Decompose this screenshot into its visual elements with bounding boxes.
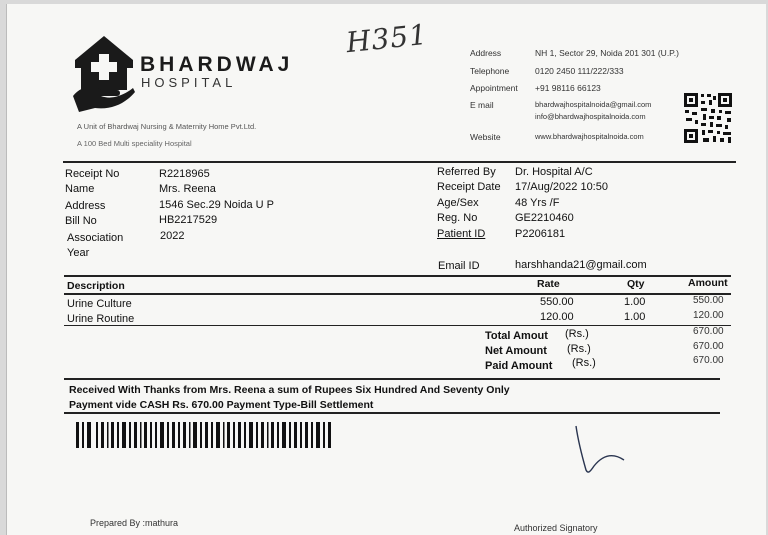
brand-sub: HOSPITAL — [141, 75, 237, 90]
age-sex-value: 48 Yrs /F — [515, 197, 560, 209]
total-label: Total Amout — [485, 330, 548, 342]
received-line-2: Payment vide CASH Rs. 670.00 Payment Type-Bill Settlement — [69, 399, 374, 411]
qr-code-icon — [683, 92, 733, 144]
row-2-amount: 120.00 — [693, 310, 724, 321]
appointment-label: Appointment — [470, 83, 518, 93]
bill-no-label: Bill No — [65, 215, 97, 227]
address-value: NH 1, Sector 29, Noida 201 301 (U.P.) — [535, 48, 679, 58]
age-sex-label: Age/Sex — [437, 197, 479, 209]
unit-line: A Unit of Bhardwaj Nursing & Maternity Home Pvt.Ltd. — [77, 122, 257, 131]
table-header-rule — [64, 293, 731, 295]
table-top-rule — [64, 275, 731, 277]
row-1-rate: 550.00 — [540, 296, 574, 308]
name-label: Name — [65, 183, 95, 195]
association-label: Association — [67, 232, 124, 244]
receipt-date-label: Receipt Date — [437, 181, 501, 193]
hospital-logo-icon — [71, 34, 137, 114]
patient-id-value: P2206181 — [515, 228, 566, 240]
reg-no-value: GE2210460 — [515, 212, 574, 224]
email-label: E mail — [470, 100, 494, 110]
net-value: 670.00 — [693, 341, 724, 352]
header-divider — [63, 161, 736, 163]
barcode-icon — [76, 422, 331, 448]
signature-mark — [572, 422, 632, 482]
paid-label: Paid Amount — [485, 360, 553, 372]
email-value-2: info@bhardwajhospitalnoida.com — [535, 112, 646, 121]
paid-currency: (Rs.) — [572, 357, 596, 369]
received-top-rule — [64, 378, 720, 380]
received-line-1: Received With Thanks from Mrs. Reena a sum of Rupees Six Hundred And Seventy Only — [69, 384, 510, 396]
appointment-value: +91 98116 66123 — [535, 83, 601, 93]
email-id-value: harshhanda21@gmail.com — [515, 259, 647, 271]
row-2-description: Urine Routine — [67, 313, 135, 325]
association-value: 2022 — [160, 230, 185, 242]
receipt-no-label: Receipt No — [65, 168, 120, 180]
row-1-qty: 1.00 — [624, 296, 646, 308]
row-1-amount: 550.00 — [693, 295, 724, 306]
email-id-label: Email ID — [438, 260, 480, 272]
table-bottom-rule — [64, 325, 731, 326]
website-label: Website — [470, 132, 501, 142]
email-value-1: bhardwajhospitalnoida@gmail.com — [535, 100, 652, 109]
receipt-date-value: 17/Aug/2022 10:50 — [515, 181, 608, 193]
total-value: 670.00 — [693, 326, 724, 337]
handwritten-code: H351 — [344, 17, 430, 60]
patient-address-label: Address — [65, 200, 106, 212]
website-value: www.bhardwajhospitalnoida.com — [535, 132, 644, 141]
total-currency: (Rs.) — [565, 328, 589, 340]
telephone-value: 0120 2450 111/222/333 — [535, 66, 624, 76]
col-qty: Qty — [627, 278, 645, 290]
received-bottom-rule — [64, 412, 720, 414]
address-label: Address — [470, 48, 502, 58]
prepared-by: Prepared By :mathura — [90, 518, 179, 528]
patient-address-value: 1546 Sec.29 Noida U P — [159, 199, 274, 211]
referred-by-label: Referred By — [437, 166, 496, 178]
brand-name: BHARDWAJ — [140, 53, 294, 76]
referred-by-value: Dr. Hospital A/C — [515, 166, 593, 178]
net-label: Net Amount — [485, 345, 547, 357]
reg-no-label: Reg. No — [437, 212, 478, 224]
name-value: Mrs. Reena — [159, 183, 216, 195]
row-1-description: Urine Culture — [67, 298, 132, 310]
col-description: Description — [67, 280, 125, 292]
col-rate: Rate — [537, 278, 560, 290]
patient-id-label: Patient ID — [437, 228, 486, 240]
receipt-paper — [6, 4, 766, 535]
paid-value: 670.00 — [693, 355, 724, 366]
bed-line: A 100 Bed Multi speciality Hospital — [77, 139, 192, 148]
receipt-no-value: R2218965 — [159, 168, 210, 180]
year-label: Year — [67, 247, 90, 259]
row-2-rate: 120.00 — [540, 311, 574, 323]
authorized-signatory: Authorized Signatory — [514, 523, 598, 533]
row-2-qty: 1.00 — [624, 311, 646, 323]
bill-no-value: HB2217529 — [159, 214, 218, 226]
col-amount: Amount — [688, 277, 728, 289]
telephone-label: Telephone — [470, 66, 510, 76]
net-currency: (Rs.) — [567, 343, 591, 355]
